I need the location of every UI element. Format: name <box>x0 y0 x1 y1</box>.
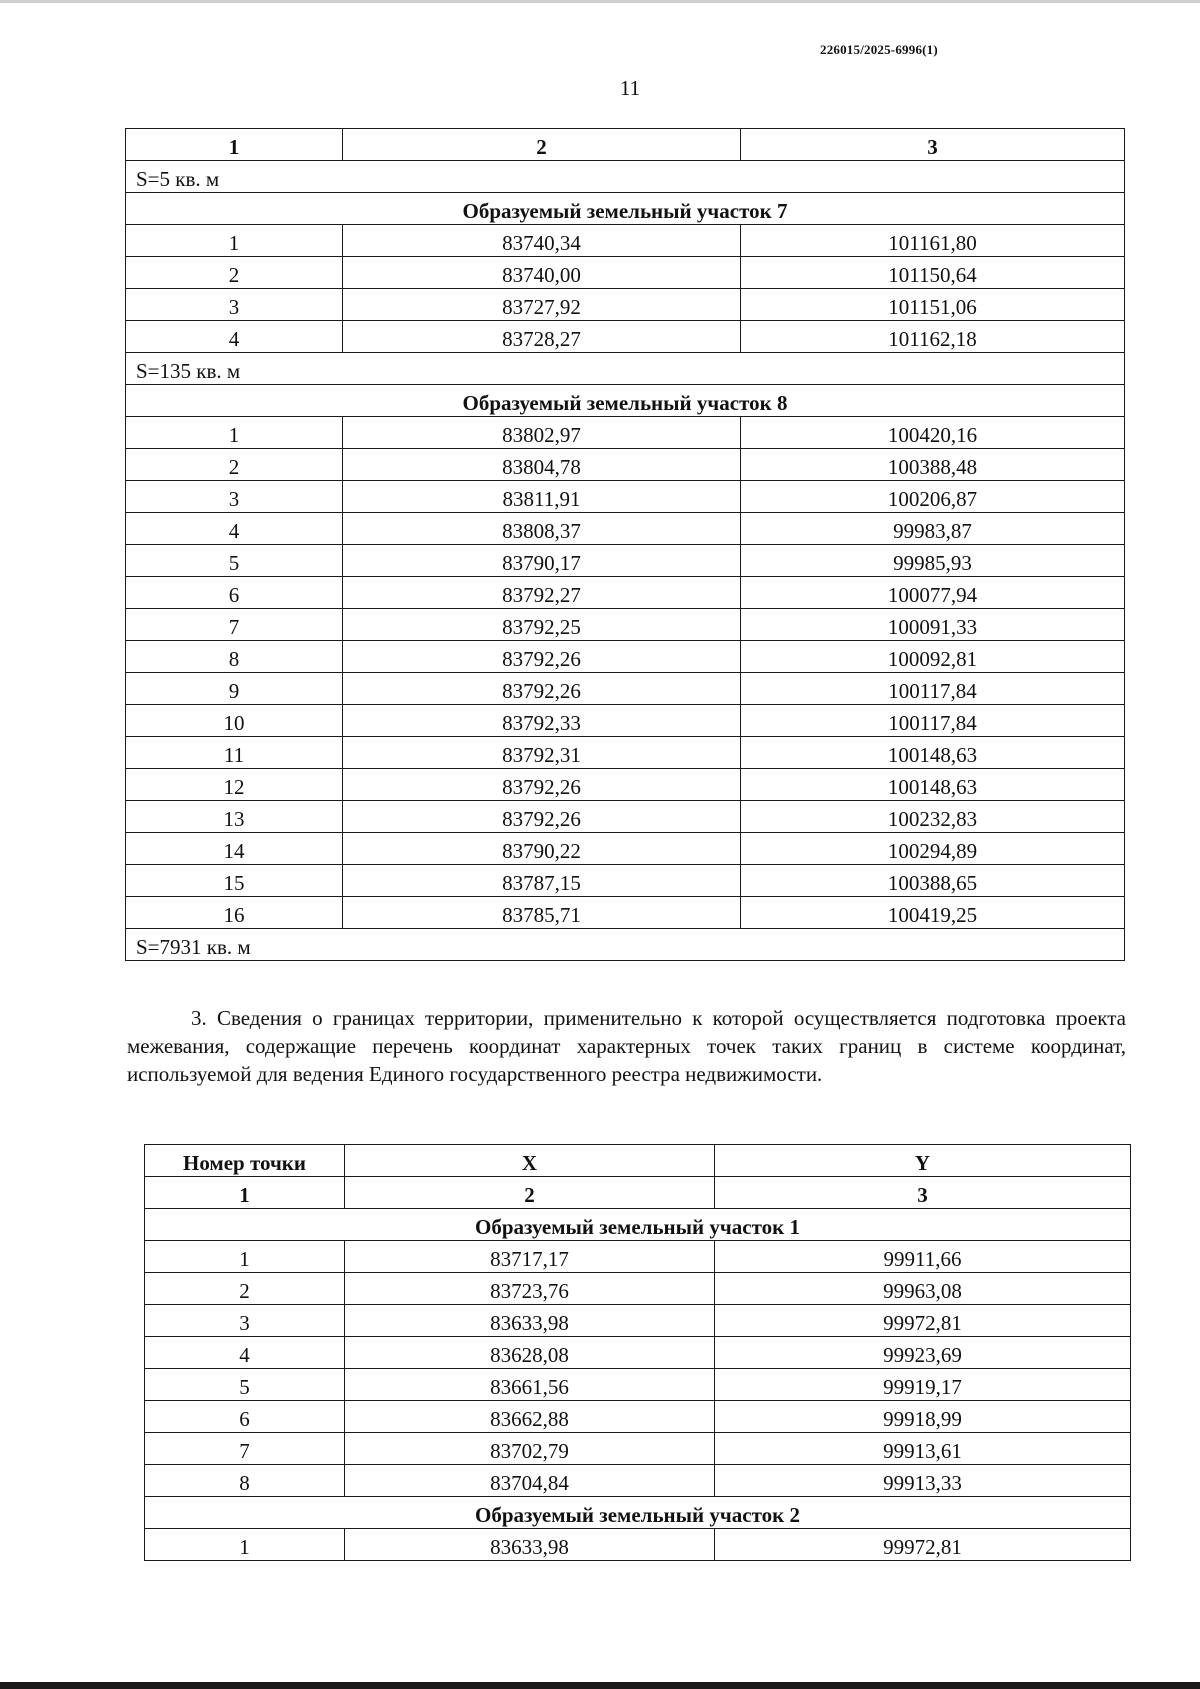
boundary-coordinates-table <box>144 1144 1131 1561</box>
x-coordinate-cell: 83633,98 <box>345 1305 715 1337</box>
y-coordinate-cell: 99919,17 <box>715 1369 1131 1401</box>
table-header-row <box>145 1145 1131 1177</box>
point-number-cell: 3 <box>126 289 343 321</box>
bottom-scan-edge <box>0 1682 1200 1689</box>
point-number-cell: 2 <box>126 257 343 289</box>
table-row <box>126 289 1125 321</box>
y-coordinate-cell: 100420,16 <box>741 417 1125 449</box>
x-coordinate-cell: 83717,17 <box>345 1241 715 1273</box>
x-coordinate-cell: 83728,27 <box>343 321 741 353</box>
area-row <box>126 353 1125 385</box>
x-coordinate-cell: 83802,97 <box>343 417 741 449</box>
section-title-plot-1: Образуемый земельный участок 1 <box>145 1209 1131 1241</box>
header-cell: 1 <box>126 129 343 161</box>
point-number-cell: 11 <box>126 737 343 769</box>
x-coordinate-cell: 83740,34 <box>343 225 741 257</box>
point-number-cell: 3 <box>145 1305 345 1337</box>
table-row <box>145 1241 1131 1273</box>
point-number-cell: 8 <box>145 1465 345 1497</box>
area-cell: S=5 кв. м <box>126 161 1125 193</box>
section-row <box>145 1497 1131 1529</box>
table-row <box>126 449 1125 481</box>
table-row <box>126 545 1125 577</box>
header-cell-point-number: Номер точки <box>145 1145 345 1177</box>
section-row <box>126 385 1125 417</box>
x-coordinate-cell: 83662,88 <box>345 1401 715 1433</box>
header-cell: 2 <box>343 129 741 161</box>
x-coordinate-cell: 83740,00 <box>343 257 741 289</box>
header-cell: 3 <box>715 1177 1131 1209</box>
table-row <box>126 833 1125 865</box>
table-row <box>145 1305 1131 1337</box>
point-number-cell: 15 <box>126 865 343 897</box>
point-number-cell: 2 <box>145 1273 345 1305</box>
y-coordinate-cell: 100077,94 <box>741 577 1125 609</box>
point-number-cell: 1 <box>126 225 343 257</box>
point-number-cell: 4 <box>126 513 343 545</box>
y-coordinate-cell: 100117,84 <box>741 673 1125 705</box>
table-row <box>126 801 1125 833</box>
y-coordinate-cell: 99923,69 <box>715 1337 1131 1369</box>
x-coordinate-cell: 83811,91 <box>343 481 741 513</box>
document-number: 226015/2025-6996(1) <box>820 42 938 57</box>
paragraph-text: 3. Сведения о границах территории, применительно к которой осуществляется подготовка проекта межевания, содержащие перечень координат характерных точек таких границ в системе координат, используемой для ведения Единого государственного реестра недвижимости. <box>127 1006 1126 1086</box>
x-coordinate-cell: 83792,27 <box>343 577 741 609</box>
x-coordinate-cell: 83787,15 <box>343 865 741 897</box>
point-number-cell: 4 <box>145 1337 345 1369</box>
x-coordinate-cell: 83792,26 <box>343 673 741 705</box>
table-row <box>145 1401 1131 1433</box>
point-number-cell: 16 <box>126 897 343 929</box>
top-scan-rule <box>0 0 1200 3</box>
y-coordinate-cell: 99963,08 <box>715 1273 1131 1305</box>
point-number-cell: 12 <box>126 769 343 801</box>
y-coordinate-cell: 99913,61 <box>715 1433 1131 1465</box>
y-coordinate-cell: 100091,33 <box>741 609 1125 641</box>
area-row <box>126 161 1125 193</box>
y-coordinate-cell: 99972,81 <box>715 1529 1131 1561</box>
table-row <box>145 1369 1131 1401</box>
x-coordinate-cell: 83628,08 <box>345 1337 715 1369</box>
x-coordinate-cell: 83792,31 <box>343 737 741 769</box>
section-title-plot-8: Образуемый земельный участок 8 <box>126 385 1125 417</box>
x-coordinate-cell: 83790,17 <box>343 545 741 577</box>
area-cell: S=7931 кв. м <box>126 929 1125 961</box>
table-row <box>126 257 1125 289</box>
point-number-cell: 1 <box>145 1241 345 1273</box>
table-row <box>126 705 1125 737</box>
point-number-cell: 7 <box>145 1433 345 1465</box>
x-coordinate-cell: 83633,98 <box>345 1529 715 1561</box>
x-coordinate-cell: 83790,22 <box>343 833 741 865</box>
area-cell: S=135 кв. м <box>126 353 1125 385</box>
table-row <box>126 641 1125 673</box>
table-row <box>126 609 1125 641</box>
x-coordinate-cell: 83792,33 <box>343 705 741 737</box>
header-cell-y: Y <box>715 1145 1131 1177</box>
y-coordinate-cell: 100092,81 <box>741 641 1125 673</box>
y-coordinate-cell: 99985,93 <box>741 545 1125 577</box>
point-number-cell: 5 <box>126 545 343 577</box>
section-row <box>145 1209 1131 1241</box>
section-title-plot-7: Образуемый земельный участок 7 <box>126 193 1125 225</box>
y-coordinate-cell: 100117,84 <box>741 705 1125 737</box>
y-coordinate-cell: 101161,80 <box>741 225 1125 257</box>
area-row <box>126 929 1125 961</box>
table-row <box>126 769 1125 801</box>
section-title-plot-2: Образуемый земельный участок 2 <box>145 1497 1131 1529</box>
x-coordinate-cell: 83792,25 <box>343 609 741 641</box>
point-number-cell: 2 <box>126 449 343 481</box>
y-coordinate-cell: 99983,87 <box>741 513 1125 545</box>
x-coordinate-cell: 83702,79 <box>345 1433 715 1465</box>
table-row <box>145 1529 1131 1561</box>
x-coordinate-cell: 83723,76 <box>345 1273 715 1305</box>
x-coordinate-cell: 83727,92 <box>343 289 741 321</box>
y-coordinate-cell: 100294,89 <box>741 833 1125 865</box>
table-row <box>126 321 1125 353</box>
y-coordinate-cell: 100388,65 <box>741 865 1125 897</box>
point-number-cell: 13 <box>126 801 343 833</box>
table-row <box>145 1433 1131 1465</box>
x-coordinate-cell: 83792,26 <box>343 801 741 833</box>
header-cell-x: X <box>345 1145 715 1177</box>
section-row <box>126 193 1125 225</box>
coordinates-table-continued <box>125 128 1125 961</box>
point-number-cell: 7 <box>126 609 343 641</box>
table-row <box>126 513 1125 545</box>
y-coordinate-cell: 100232,83 <box>741 801 1125 833</box>
table-row <box>126 417 1125 449</box>
page-number: 11 <box>619 76 641 100</box>
y-coordinate-cell: 99972,81 <box>715 1305 1131 1337</box>
point-number-cell: 3 <box>126 481 343 513</box>
table-row <box>126 865 1125 897</box>
x-coordinate-cell: 83792,26 <box>343 769 741 801</box>
table-row <box>126 481 1125 513</box>
header-cell: 1 <box>145 1177 345 1209</box>
x-coordinate-cell: 83792,26 <box>343 641 741 673</box>
y-coordinate-cell: 101151,06 <box>741 289 1125 321</box>
point-number-cell: 14 <box>126 833 343 865</box>
header-cell: 2 <box>345 1177 715 1209</box>
table-row <box>145 1337 1131 1369</box>
y-coordinate-cell: 100206,87 <box>741 481 1125 513</box>
x-coordinate-cell: 83785,71 <box>343 897 741 929</box>
table-row <box>145 1465 1131 1497</box>
y-coordinate-cell: 99913,33 <box>715 1465 1131 1497</box>
x-coordinate-cell: 83704,84 <box>345 1465 715 1497</box>
point-number-cell: 1 <box>126 417 343 449</box>
table-header-row <box>126 129 1125 161</box>
point-number-cell: 5 <box>145 1369 345 1401</box>
table-row <box>126 897 1125 929</box>
section-3-paragraph <box>127 1004 1126 1088</box>
point-number-cell: 6 <box>145 1401 345 1433</box>
table-row <box>145 1273 1131 1305</box>
table-row <box>126 577 1125 609</box>
y-coordinate-cell: 101162,18 <box>741 321 1125 353</box>
table-row <box>126 737 1125 769</box>
y-coordinate-cell: 100419,25 <box>741 897 1125 929</box>
y-coordinate-cell: 100148,63 <box>741 769 1125 801</box>
table-row <box>126 673 1125 705</box>
y-coordinate-cell: 99918,99 <box>715 1401 1131 1433</box>
x-coordinate-cell: 83804,78 <box>343 449 741 481</box>
point-number-cell: 9 <box>126 673 343 705</box>
y-coordinate-cell: 100148,63 <box>741 737 1125 769</box>
point-number-cell: 4 <box>126 321 343 353</box>
header-cell: 3 <box>741 129 1125 161</box>
y-coordinate-cell: 101150,64 <box>741 257 1125 289</box>
table-header-number-row <box>145 1177 1131 1209</box>
y-coordinate-cell: 100388,48 <box>741 449 1125 481</box>
point-number-cell: 8 <box>126 641 343 673</box>
point-number-cell: 10 <box>126 705 343 737</box>
y-coordinate-cell: 99911,66 <box>715 1241 1131 1273</box>
x-coordinate-cell: 83808,37 <box>343 513 741 545</box>
x-coordinate-cell: 83661,56 <box>345 1369 715 1401</box>
table-row <box>126 225 1125 257</box>
point-number-cell: 1 <box>145 1529 345 1561</box>
point-number-cell: 6 <box>126 577 343 609</box>
